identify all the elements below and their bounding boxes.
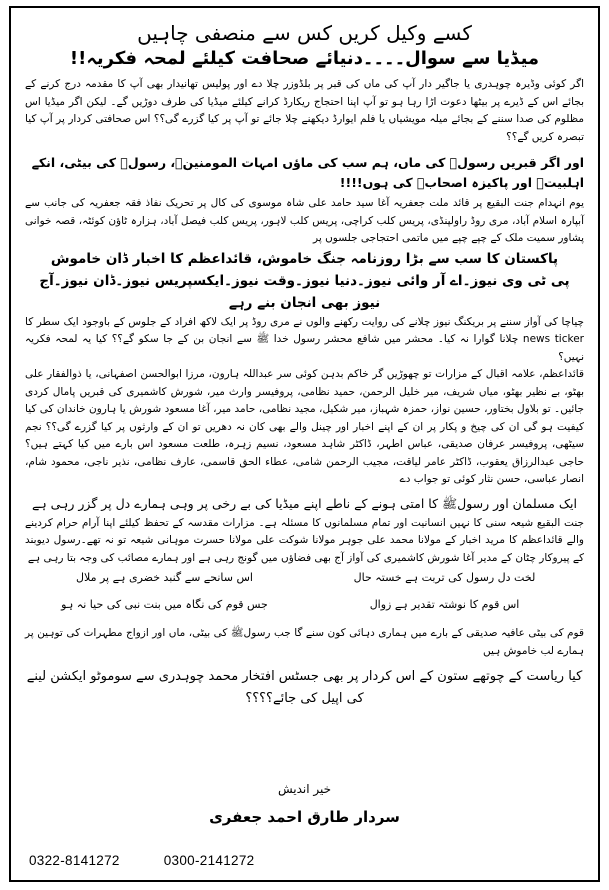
jannat-baqi-paragraph: جنت البقیع شیعہ سنی کا نہیں انسانیت اور تمام مسلمانوں کا مسئلہ ہے۔ مزارات مقدسہ کے تحفظ کیلئے اپنا آرام حرام کردینے والے قائداعظم کا مرید اخبار کے مولانا محمد علی جوہر مولانا شوکت علی مولانا حسرت موہانی شیعہ تو نہ تھے۔رسول دیوبند کے پیروکار چٹان کے مدیر آغا شورش کاشمیری کی آواز آج بھی فضاؤں میں گونج رہی ہے اور ہمارے مصائب کی وجہ بتا رہی ہے xyxy=(25,516,584,564)
article xyxy=(25,20,584,868)
article-title: کسے وکیل کریں کس سے منصفی چاہیں xyxy=(137,21,472,45)
news-ticker-paragraph: چیاچا کی آواز سننے پر بریکنگ نیوز چلانے کی روایت رکھنے والوں نے مری روڈ پر ایک لاکھ افراد کے جلوس کے باوجود ایک سطر کا news ticker چلانا گوارا نہ کیا۔ محشر میں شافع محشر رسول خدا ﷺ سے انجان بن کے جا سکو گے؟؟ کیا یہ لمحہ فکریہ نہیں؟ xyxy=(25,315,584,363)
signature-name: سردار طارق احمد جعفری xyxy=(209,808,400,826)
appeal-line: کیا ریاست کے چوتھے ستون کے اس کردار پر بھی جسٹس افتخار محمد چوہدری سے سوموٹو ایکشن لینے کی اپیل کی جائے؟؟؟؟ xyxy=(26,669,583,706)
headline-jang-dawn: پاکستان کا سب سے بڑا روزنامہ جنگ خاموش، قائداعظم کا اخبار ڈان خاموش xyxy=(50,250,559,267)
poem-line: اس قوم کا نوشتہ تقدیر ہے زوال xyxy=(369,598,520,611)
graves-paragraph: قائداعظم، علامہ اقبال کے مزارات تو چھوڑیں گر خاکم بدہن کوئی سر عبداللہ ہارون، مرزا ابوالحسن اصفہانی، یا ذوالفقار علی بھٹو، بے نظیر بھٹو، میاں شریف، میر خلیل الرحمن، حمید نظامی، پروفیسر وارث میر، شورش کاشمیری کی قبریں پامال کردی جائیں۔ تو بلاول بختاور، حسین نواز، حمزہ شہباز، میر شکیل، مجید نظامی، حامد میر، آغا مسعود شورش یا ہارون خاندان کی کیا کیفیت ہو گی ان کی چیخ و پکار پر ان کے اپنے اخبار اور چینل والے بھی کان نہ دھریں تو ان کے وارثوں پر کیا گزرے گی؟؟ نجم سیٹھی، پروفیسر عرفان صدیقی، عباس اطہر، ڈاکٹر شاہد مسعود، نسیم زہرہ، طلعت مسعود اس بارے میں کیا کہتے ہیں؟ حاجی عبدالرزاق یعقوب، ڈاکٹر عامر لیاقت، مجیب الرحمن شامی، عطاء الحق قاسمی، عارف نظامی، نذیر ناجی، محمود شام، انصار عباسی، حسن نثار کوئی تو جواب دے xyxy=(25,368,584,485)
intro-paragraph: اگر کوئی وڈیرہ چوہدری یا جاگیر دار آپ کی ماں کی قبر پر بلڈوزر چلا دے اور پولیس تھانیدار بھی آپ کا مقدمہ درج کرنے کے بجائے اس کے ڈیرے پر بیٹھا دعوت اڑا رہا ہو تو آپ اپنا احتجاج ریکارڈ کرانے کیلئے میڈیا کی طرف دوڑیں گے۔ لیکن اگر میڈیا اس مظلوم کی صدا سننے کے بجائے میلہ مویشیاں یا فلم ایوارڈ دیکھنے چلا جائے تو آپ پر کیا گزرے گی؟؟ اس صحافتی کردار پر آپ کیا تبصرہ کریں گے؟؟ xyxy=(25,78,584,143)
poem-line: جس قوم کی نگاہ میں بنت نبی کی حیا نہ ہو xyxy=(61,598,268,611)
page-frame xyxy=(9,6,600,882)
headline-muslim-ummati: ایک مسلمان اور رسولﷺ کا امتی ہونے کے ناطے اپنے میڈیا کی بے رخی پر وہی ہمارے دل پر گزر رہی ہے xyxy=(32,495,577,511)
closing-text: خیر اندیش xyxy=(277,782,332,796)
headline-tv-channels: پی ٹی وی نیوز۔اے آر وائی نیوز۔دنیا نیوز۔وقت نیوز۔ایکسپریس نیوز۔ڈان نیوز۔آج نیوز بھی انجان بنے رہے xyxy=(39,272,570,311)
phone-numbers xyxy=(29,853,294,868)
poem-line: لخت دل رسول کی تربت ہے خستہ حال xyxy=(353,571,536,584)
poem-line: اس سانحے سے گنبد خضری ہے پر ملال xyxy=(76,571,253,584)
protest-paragraph: یوم انہدام جنت البقیع پر قائد ملت جعفریہ آغا سید حامد علی شاہ موسوی کی کال پر تحریک نفاذ فقہ جعفریہ کی جانب سے آبپارہ اسلام آباد، مری روڈ راولپنڈی، پریس کلب کراچی، پریس کلب لاہور، پریس کلب فیصل آباد، ہزارہ ٹاؤن کوئٹہ، قصہ خوانی پشاور سمیت ملک کے چپے چپے میں ماتمی احتجاجی جلسوں پر xyxy=(25,197,584,244)
phone-number: 0322-8141272 xyxy=(29,853,120,868)
bold-statement: اور اگر قبریں رسولﷺ کی ماں، ہم سب کی ماؤں امہات المومنینؓ، رسولﷺ کی بیٹی، انکے اہلبیتؑ اور پاکیزہ اصحابؓ کی ہوں!!!! xyxy=(31,155,584,190)
aafia-paragraph: قوم کی بیٹی عافیہ صدیقی کے بارے میں ہماری دہائی کون سنے گا جب رسولﷺ کی بیٹی، ماں اور ازواج مطہرات کی توہین پر ہمارے لب خاموش ہیں xyxy=(25,627,584,657)
poem xyxy=(45,571,565,611)
phone-number: 0300-2141272 xyxy=(163,853,255,868)
article-subtitle: میڈیا سے سوال۔۔۔۔دنیائے صحافت کیلئے لمحہ فکریہ!! xyxy=(69,48,540,69)
